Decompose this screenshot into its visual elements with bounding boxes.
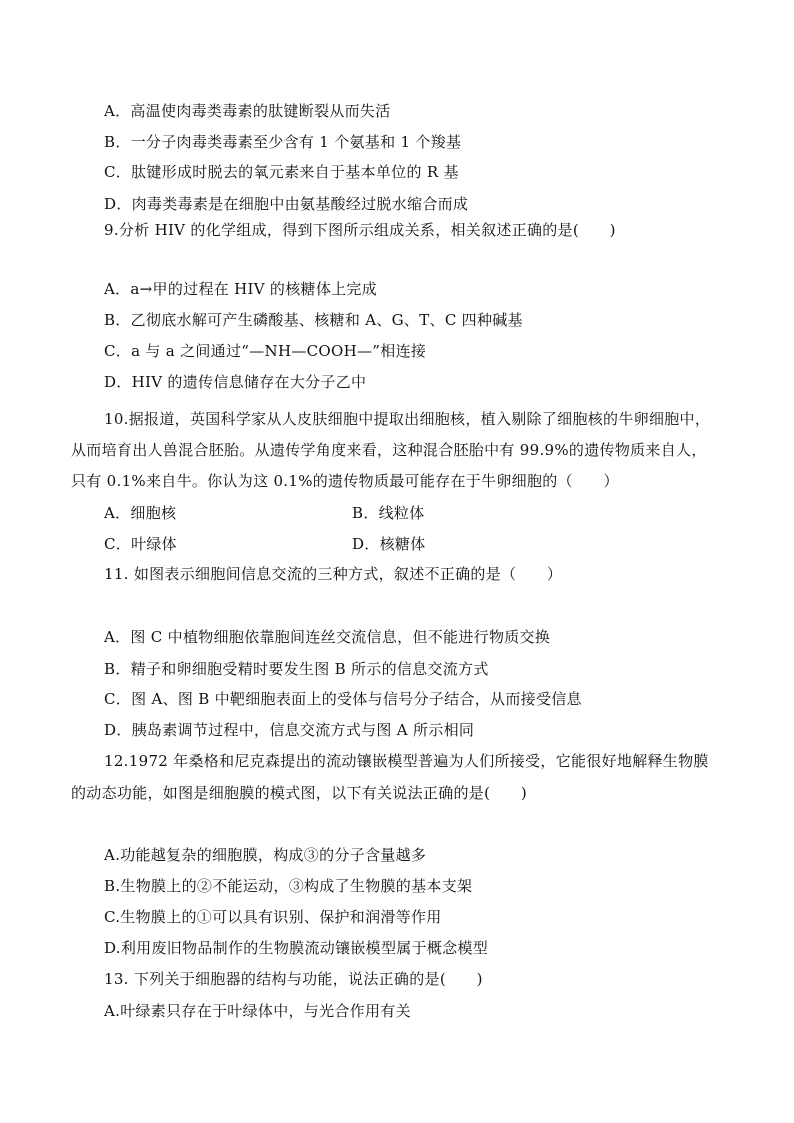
- q11-stem: 11. 如图表示细胞间信息交流的三种方式，叙述不正确的是（ ）: [104, 565, 563, 583]
- q8-option-d: D．肉毒类毒素是在细胞中由氨基酸经过脱水缩合而成: [104, 195, 469, 213]
- q9-stem: 9.分析 HIV 的化学组成，得到下图所示组成关系，相关叙述正确的是( ): [104, 221, 616, 239]
- q8-option-c: C．肽键形成时脱去的氧元素来自于基本单位的 R 基: [104, 163, 459, 181]
- q10-option-d: D．核糖体: [352, 535, 426, 553]
- q13-option-a: A.叶绿素只存在于叶绿体中，与光合作用有关: [104, 1002, 411, 1020]
- q10-option-c: C．叶绿体: [104, 535, 177, 553]
- q11-option-a: A．图 C 中植物细胞依靠胞间连丝交流信息，但不能进行物质交换: [104, 628, 551, 646]
- q9-option-a: A．a→甲的过程在 HIV 的核糖体上完成: [104, 280, 378, 298]
- q10-stem-line-1: 10.据报道，英国科学家从人皮肤细胞中提取出细胞核，植入剔除了细胞核的牛卵细胞中，: [104, 410, 711, 428]
- q12-option-a: A.功能越复杂的细胞膜，构成③的分子含量越多: [104, 846, 427, 864]
- q10-stem-line-2: 从而培育出人兽混合胚胎。从遗传学角度来看，这种混合胚胎中有 99.9%的遗传物质来自人，: [71, 441, 707, 459]
- q12-option-c: C.生物膜上的①可以具有识别、保护和润滑等作用: [104, 908, 442, 926]
- q13-stem: 13. 下列关于细胞器的结构与功能，说法正确的是( ): [104, 970, 483, 988]
- q9-option-b: B．乙彻底水解可产生磷酸基、核糖和 A、G、T、C 四种碱基: [104, 311, 523, 329]
- q12-option-b: B.生物膜上的②不能运动，③构成了生物膜的基本支架: [104, 877, 473, 895]
- q12-stem-line-2: 的动态功能，如图是细胞膜的模式图，以下有关说法正确的是( ): [71, 784, 528, 802]
- q12-stem-line-1: 12.1972 年桑格和尼克森提出的流动镶嵌模型普遍为人们所接受，它能很好地解释生物膜: [104, 752, 709, 770]
- q12-option-d: D.利用废旧物品制作的生物膜流动镶嵌模型属于概念模型: [104, 939, 489, 957]
- q11-option-b: B．精子和卵细胞受精时要发生图 B 所示的信息交流方式: [104, 660, 489, 678]
- q11-option-c: C．图 A、图 B 中靶细胞表面上的受体与信号分子结合，从而接受信息: [104, 690, 582, 708]
- q9-option-d: D．HIV 的遗传信息储存在大分子乙中: [104, 373, 367, 391]
- q11-option-d: D．胰岛素调节过程中，信息交流方式与图 A 所示相同: [104, 721, 475, 739]
- q9-option-c: C．a 与 a 之间通过“—NH—COOH—”相连接: [104, 342, 427, 360]
- q10-option-b: B．线粒体: [352, 504, 425, 522]
- q10-option-a: A．细胞核: [104, 504, 177, 522]
- q8-option-b: B．一分子肉毒类毒素至少含有 1 个氨基和 1 个羧基: [104, 133, 462, 151]
- q10-stem-line-3: 只有 0.1%来自牛。你认为这 0.1%的遗传物质最可能存在于牛卵细胞的（ ）: [71, 472, 619, 490]
- q8-option-a: A．高温使肉毒类毒素的肽键断裂从而失活: [104, 102, 391, 120]
